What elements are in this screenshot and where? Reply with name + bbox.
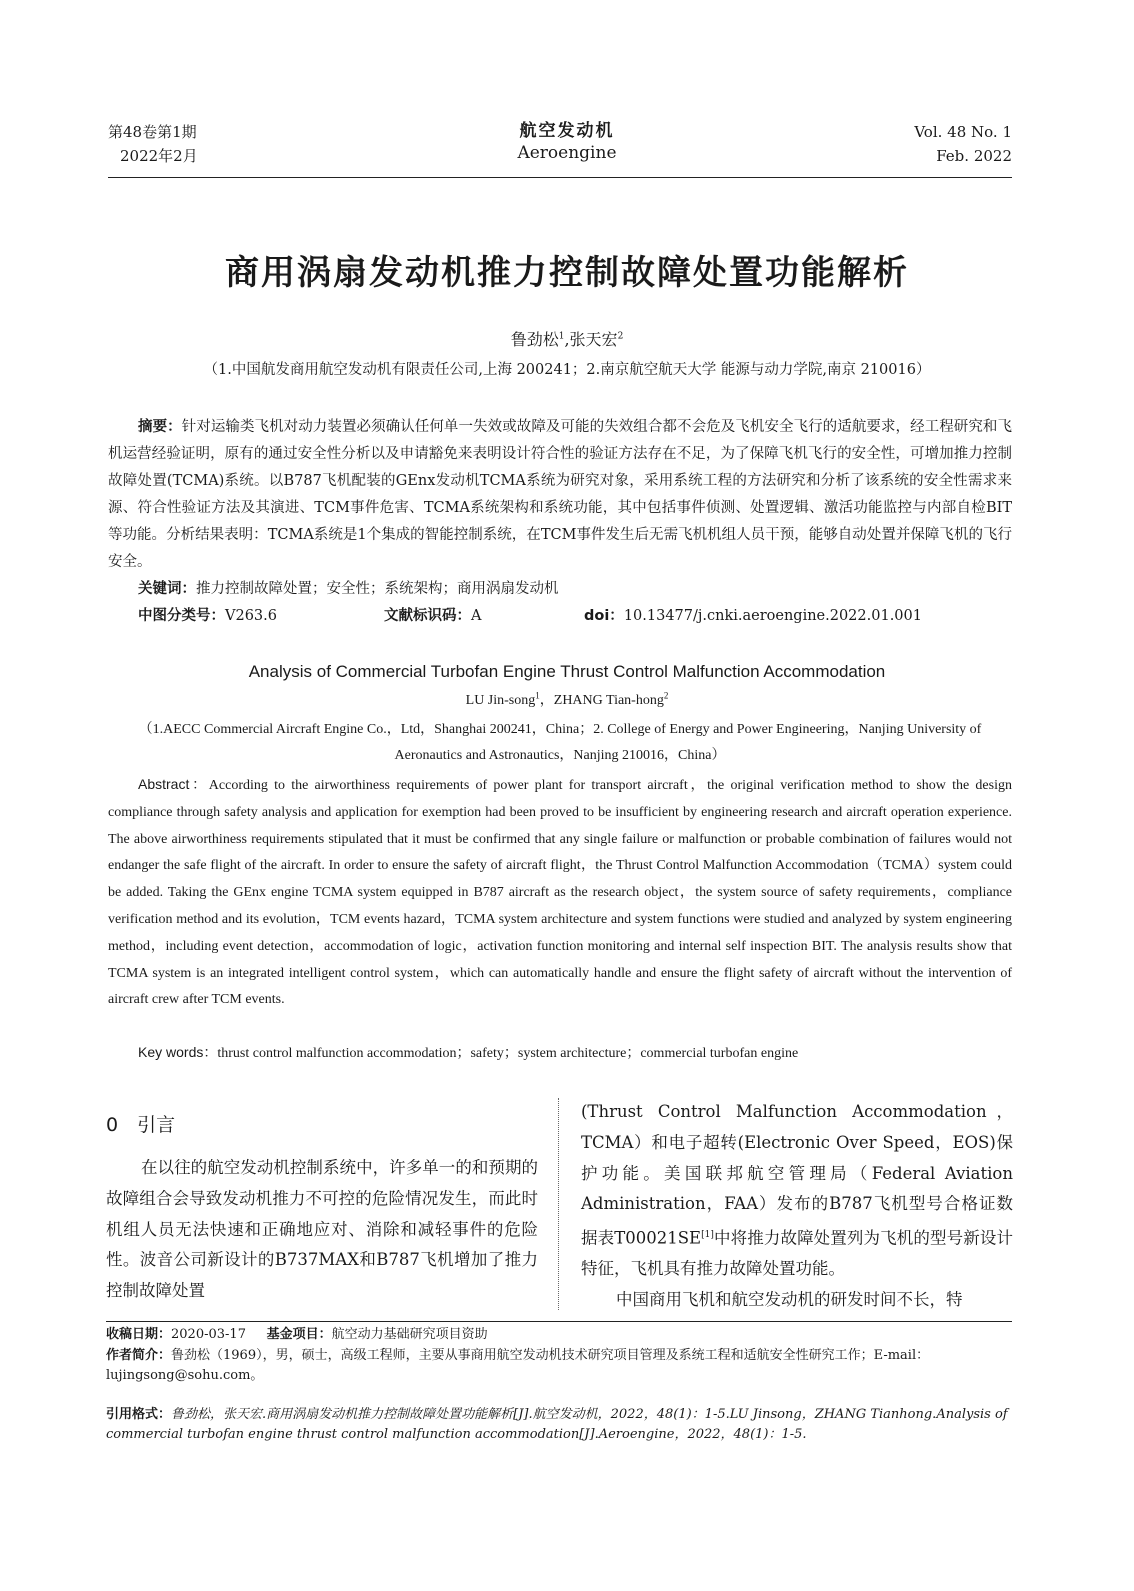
author-name-en: LU Jin-song [465,693,536,708]
author-separator: , [564,330,570,349]
clc-value: V263.6 [225,608,277,624]
fund-label: 基金项目： [266,1327,332,1342]
doi-label: doi： [584,608,624,624]
doc-label: 文献标识码： [384,608,471,624]
author-affil-mark: 2 [617,331,624,342]
doi [584,604,922,625]
body-text: (Thrust Control Malfunction Accommodation，TCMA）和电子超转(Electronic Over Speed，EOS)保护功能。美国联邦航空管理局（Federal Aviation Administration，FAA）发布的B787飞机型号合格证数据表T00021SE [581,1102,1013,1248]
footnote-citation [106,1405,1012,1445]
author-affil-mark: 2 [663,690,669,701]
author-affil-mark: 1 [558,331,565,342]
doc-value: A [471,608,482,624]
clc-code [138,604,277,625]
column-divider [558,1098,559,1310]
body-paragraph: 在以往的航空发动机控制系统中，许多单一的和预期的故障组合会导致发动机推力不可控的危险情况发生，而此时机组人员无法快速和正确地应对、消除和减轻事件的危险性。波音公司新设计的B737MAX和B787飞机增加了推力控制故障处置 [106,1158,538,1301]
author-name: 鲁劲松 [510,330,559,349]
body-text: 中将推力故障处置列为飞机的型号新设计特征，飞机具有推力故障处置功能。 [581,1228,1014,1279]
date-en: Feb. 2022 [936,147,1012,165]
author-separator: ， [539,693,554,708]
author-name-en: ZHANG Tian-hong [553,693,664,708]
document-code [384,604,481,625]
paper-title: 商用涡扇发动机推力控制故障处置功能解析 [225,253,909,293]
body-paragraph [581,1097,1013,1285]
author-bio-text: 鲁劲松（1969），男，硕士，高级工程师，主要从事商用航空发动机技术研究项目管理及系统工程和适航安全性研究工作；E-mail：lujingsong@sohu.com。 [106,1348,930,1383]
author-bio-label: 作者简介： [106,1348,172,1363]
body-paragraph: 中国商用飞机和航空发动机的研发时间不长，特 [616,1290,963,1310]
keywords-cn [138,577,559,598]
fund-text: 航空动力基础研究项目资助 [331,1327,488,1342]
affiliation: （1.中国航发商用航空发动机有限责任公司,上海 200241；2.南京航空航天大学 能源与动力学院,南京 210016） [203,362,931,378]
citation-ref: [1] [701,1230,714,1241]
author-list [0,327,1134,350]
doi-value: 10.13477/j.cnki.aeroengine.2022.01.001 [623,608,922,624]
body-column-right [581,1097,1013,1316]
volume-issue-cn: 第48卷第1期 [108,123,197,141]
english-affiliation: （1.AECC Commercial Aircraft Engine Co.，Ltd，Shanghai 200241，China；2. College of Energy and Power Engineering，Nanjing University of Aeronautics and Astronautics，Nanjing 210016，China） [138,722,982,763]
abstract-cn-label: 摘要： [138,419,182,435]
citation-text: 鲁劲松，张天宏.商用涡扇发动机推力控制故障处置功能解析[J].航空发动机，2022，48(1)：1-5.LU Jinsong，ZHANG Tianhong.Analysis of commercial turbofan engine thrust control malfunction accommodation[J].Aeroengine，2022，48(1)：1-5. [106,1407,1008,1442]
body-column-left [106,1110,538,1323]
abstract-en [108,771,1012,1014]
keywords-cn-label: 关键词： [138,581,196,597]
footnote-divider [106,1321,1012,1322]
english-title: Analysis of Commercial Turbofan Engine Thrust Control Malfunction Accommodation [248,662,886,681]
author-affil-mark: 1 [535,690,540,701]
clc-label: 中图分类号： [138,608,225,624]
volume-issue-en: Vol. 48 No. 1 [914,123,1012,141]
abstract-cn [108,414,1012,576]
footnote-received [106,1325,1012,1345]
section-heading: 0 引言 [106,1114,176,1136]
received-label: 收稿日期： [106,1327,172,1342]
keywords-cn-text: 推力控制故障处置；安全性；系统架构；商用涡扇发动机 [196,581,559,597]
keywords-en [138,1042,798,1062]
abstract-cn-text: 针对运输类飞机对动力装置必须确认任何单一失效或故障及可能的失效组合都不会危及飞机安全飞行的适航要求，经工程研究和飞机运营经验证明，原有的通过安全性分析以及申请豁免来表明设计符合性的验证方法存在不足，为了保障飞机飞行的安全性，可增加推力控制故障处置(TCMA)系统。以B787飞机配装的GEnx发动机TCMA系统为研究对象，采用系统工程的方法研究和分析了该系统的安全性需求来源、符合性验证方法及其演进、TCM事件危害、TCMA系统架构和系统功能，其中包括事件侦测、处置逻辑、激活功能监控与内部自检BIT等功能。分析结果表明：TCMA系统是1个集成的智能控制系统，在TCM事件发生后无需飞机机组人员干预，能够自动处置并保障飞机的飞行安全。 [108,419,1012,570]
journal-volume-en [914,120,1012,168]
abstract-en-text: According to the airworthiness requirements of power plant for transport aircraft，the original verification method to show the design compliance through safety analysis and application for exemption had been proved to be insufficient by engineering research and aircraft operation experience. The above airworthiness requirements stipulated that it must be confirmed that any single failure or malfunction or probable combination of failures would not endanger the safe flight of the aircraft. In order to ensure the safety of aircraft flight，the Thrust Control Malfunction Accommodation（TCMA）system could be added. Taking the GEnx engine TCMA system equipped in B787 aircraft as the research object，the system source of safety requirements，compliance verification method and its evolution，TCM events hazard，TCMA system architecture and system functions were studied and analyzed by system engineering method，including event detection，accommodation of logic，activation function monitoring and internal self inspection BIT. The analysis results show that TCMA system is an integrated intelligent control system，which can automatically handle and ensure the flight safety of aircraft without the intervention of aircraft crew after TCM events. [108,778,1012,1008]
header-divider [108,177,1012,178]
journal-name-cn: 航空发动机 [519,121,615,141]
keywords-en-text: thrust control malfunction accommodation；safety；system architecture；commercial turbofan engine [217,1046,799,1061]
date-cn: 2022年2月 [120,147,198,165]
keywords-en-label: Key words： [138,1044,218,1060]
received-date: 2020-03-17 [171,1327,246,1342]
abstract-en-label: Abstract： [138,776,209,792]
citation-label: 引用格式： [106,1407,172,1422]
journal-name-en: Aeroengine [517,143,617,163]
english-author-list [0,689,1134,709]
author-name: 张天宏 [569,330,618,349]
footnote-author [106,1346,1012,1386]
